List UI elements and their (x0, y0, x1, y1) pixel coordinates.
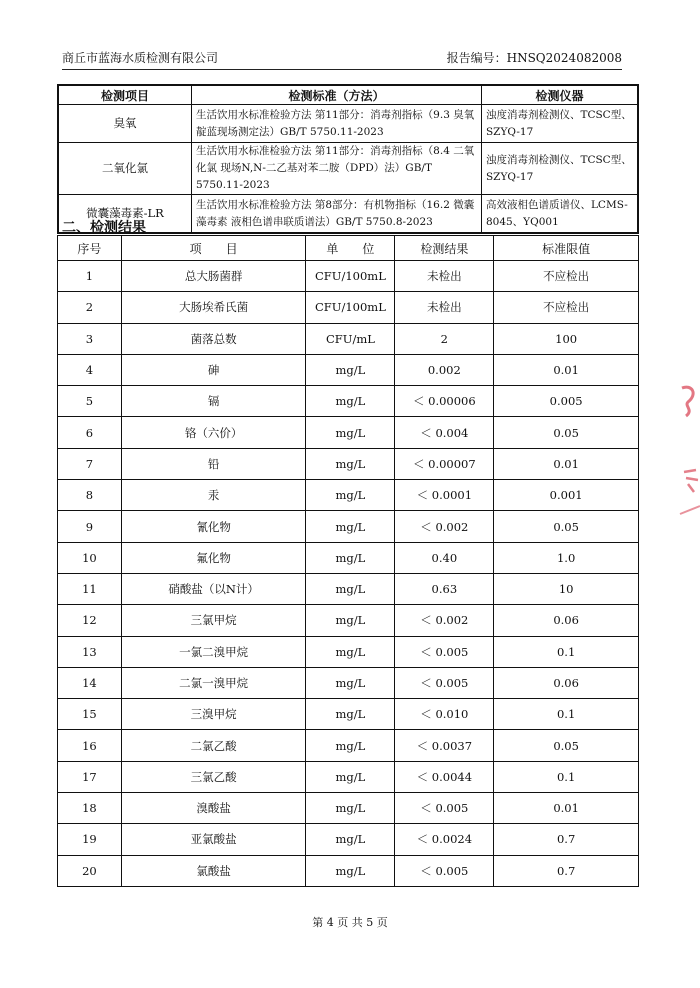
result-unit: mg/L (306, 417, 395, 448)
result-limit: 0.01 (494, 793, 639, 824)
method-item: 二氧化氯 (58, 143, 191, 195)
result-row (58, 386, 639, 417)
result-unit: mg/L (306, 354, 395, 385)
result-item: 硝酸盐（以N计） (121, 573, 306, 604)
result-unit: mg/L (306, 761, 395, 792)
result-limit: 0.06 (494, 605, 639, 636)
result-item: 二氯一溴甲烷 (121, 667, 306, 698)
result-item: 三氯甲烷 (121, 605, 306, 636)
result-unit: mg/L (306, 480, 395, 511)
results-header-row (58, 236, 639, 261)
result-row (58, 292, 639, 323)
result-row (58, 261, 639, 292)
result-no: 9 (58, 511, 122, 542)
result-no: 4 (58, 354, 122, 385)
result-unit: mg/L (306, 730, 395, 761)
result-value: ＜ 0.00006 (395, 386, 494, 417)
result-unit: mg/L (306, 573, 395, 604)
result-value: ＜ 0.005 (395, 793, 494, 824)
result-row (58, 354, 639, 385)
company-name: 商丘市蓝海水质检测有限公司 (62, 51, 219, 65)
result-limit: 0.7 (494, 855, 639, 886)
result-row (58, 480, 639, 511)
result-no: 5 (58, 386, 122, 417)
result-value: 0.002 (395, 354, 494, 385)
result-row (58, 511, 639, 542)
result-value: 0.63 (395, 573, 494, 604)
result-item: 一氯二溴甲烷 (121, 636, 306, 667)
result-no: 12 (58, 605, 122, 636)
result-item: 菌落总数 (121, 323, 306, 354)
result-item: 大肠埃希氏菌 (121, 292, 306, 323)
result-limit: 0.1 (494, 761, 639, 792)
stamp-mark-3 (680, 506, 700, 514)
result-row (58, 417, 639, 448)
result-item: 汞 (121, 480, 306, 511)
result-item: 铬（六价） (121, 417, 306, 448)
result-value: ＜ 0.002 (395, 511, 494, 542)
result-item: 二氯乙酸 (121, 730, 306, 761)
result-row (58, 573, 639, 604)
result-limit: 不应检出 (494, 292, 639, 323)
result-value: ＜ 0.004 (395, 417, 494, 448)
method-item: 微囊藻毒素-LR (58, 195, 191, 234)
results-col-limit: 标准限值 (494, 236, 639, 261)
result-item: 氟化物 (121, 542, 306, 573)
result-value: 0.40 (395, 542, 494, 573)
result-limit: 0.1 (494, 699, 639, 730)
method-standard: 生活饮用水标准检验方法 第11部分：消毒剂指标（9.3 臭氧 靛蓝现场测定法）GB/T 5750.11-2023 (191, 105, 481, 143)
result-limit: 0.05 (494, 730, 639, 761)
result-item: 溴酸盐 (121, 793, 306, 824)
result-row (58, 793, 639, 824)
result-no: 2 (58, 292, 122, 323)
result-limit: 10 (494, 573, 639, 604)
result-value: 未检出 (395, 261, 494, 292)
result-row (58, 824, 639, 855)
result-unit: mg/L (306, 511, 395, 542)
page-footer: 第 4 页 共 5 页 (312, 916, 388, 929)
result-unit: mg/L (306, 636, 395, 667)
result-no: 20 (58, 855, 122, 886)
result-item: 砷 (121, 354, 306, 385)
result-item: 三溴甲烷 (121, 699, 306, 730)
results-col-result: 检测结果 (395, 236, 494, 261)
method-row (58, 143, 638, 195)
stamp-mark-2 (684, 470, 698, 492)
result-limit: 0.05 (494, 511, 639, 542)
result-no: 18 (58, 793, 122, 824)
result-item: 氰化物 (121, 511, 306, 542)
method-col-instrument: 检测仪器 (481, 85, 638, 105)
result-no: 15 (58, 699, 122, 730)
result-row (58, 605, 639, 636)
results-section-title: 二、检测结果 (62, 220, 146, 236)
method-header-row (58, 85, 638, 105)
result-value: ＜ 0.005 (395, 855, 494, 886)
result-item: 亚氯酸盐 (121, 824, 306, 855)
method-standard: 生活饮用水标准检验方法 第8部分：有机物指标（16.2 微囊藻毒素 液相色谱串联质谱法）GB/T 5750.8-2023 (191, 195, 481, 234)
result-limit: 0.05 (494, 417, 639, 448)
result-unit: mg/L (306, 824, 395, 855)
result-no: 1 (58, 261, 122, 292)
result-item: 镉 (121, 386, 306, 417)
result-item: 铅 (121, 448, 306, 479)
result-limit: 0.7 (494, 824, 639, 855)
result-limit: 100 (494, 323, 639, 354)
result-limit: 0.1 (494, 636, 639, 667)
result-unit: mg/L (306, 542, 395, 573)
result-row (58, 761, 639, 792)
result-value: ＜ 0.005 (395, 667, 494, 698)
page-header (62, 49, 622, 70)
result-row (58, 730, 639, 761)
result-value: ＜ 0.0001 (395, 480, 494, 511)
result-unit: CFU/100mL (306, 261, 395, 292)
result-limit: 不应检出 (494, 261, 639, 292)
result-no: 8 (58, 480, 122, 511)
result-row (58, 636, 639, 667)
method-instrument: 浊度消毒剂检测仪、TCSC型、SZYQ-17 (481, 105, 638, 143)
result-value: ＜ 0.0024 (395, 824, 494, 855)
result-unit: mg/L (306, 605, 395, 636)
result-no: 10 (58, 542, 122, 573)
result-limit: 0.01 (494, 354, 639, 385)
result-unit: mg/L (306, 855, 395, 886)
report-number: 报告编号：HNSQ2024082008 (446, 51, 622, 65)
result-limit: 0.005 (494, 386, 639, 417)
method-col-standard: 检测标准（方法） (191, 85, 481, 105)
method-standard: 生活饮用水标准检验方法 第11部分：消毒剂指标（8.4 二氧化氯 现场N,N-二乙基对苯二胺（DPD）法）GB/T 5750.11-2023 (191, 143, 481, 195)
result-no: 13 (58, 636, 122, 667)
result-no: 16 (58, 730, 122, 761)
result-row (58, 542, 639, 573)
method-col-item: 检测项目 (58, 85, 191, 105)
result-no: 19 (58, 824, 122, 855)
result-value: ＜ 0.0044 (395, 761, 494, 792)
result-unit: mg/L (306, 699, 395, 730)
result-no: 3 (58, 323, 122, 354)
method-item: 臭氧 (58, 105, 191, 143)
result-limit: 0.06 (494, 667, 639, 698)
result-limit: 0.001 (494, 480, 639, 511)
result-value: 未检出 (395, 292, 494, 323)
result-value: ＜ 0.002 (395, 605, 494, 636)
result-no: 7 (58, 448, 122, 479)
results-table (57, 235, 639, 887)
result-unit: CFU/mL (306, 323, 395, 354)
result-value: 2 (395, 323, 494, 354)
result-unit: CFU/100mL (306, 292, 395, 323)
results-col-no: 序号 (58, 236, 122, 261)
result-unit: mg/L (306, 793, 395, 824)
result-item: 总大肠菌群 (121, 261, 306, 292)
result-item: 三氯乙酸 (121, 761, 306, 792)
results-col-item: 项 目 (121, 236, 306, 261)
result-no: 6 (58, 417, 122, 448)
red-stamp-edge (674, 380, 700, 520)
method-row (58, 105, 638, 143)
method-instrument: 高效液相色谱质谱仪、LCMS-8045、YQ001 (481, 195, 638, 234)
result-item: 氯酸盐 (121, 855, 306, 886)
method-instrument: 浊度消毒剂检测仪、TCSC型、SZYQ-17 (481, 143, 638, 195)
result-limit: 0.01 (494, 448, 639, 479)
result-no: 11 (58, 573, 122, 604)
result-row (58, 448, 639, 479)
stamp-mark-1 (682, 387, 693, 416)
result-no: 14 (58, 667, 122, 698)
result-value: ＜ 0.005 (395, 636, 494, 667)
results-col-unit: 单 位 (306, 236, 395, 261)
result-unit: mg/L (306, 386, 395, 417)
result-no: 17 (58, 761, 122, 792)
result-value: ＜ 0.00007 (395, 448, 494, 479)
result-row (58, 855, 639, 886)
result-row (58, 323, 639, 354)
result-value: ＜ 0.010 (395, 699, 494, 730)
result-row (58, 667, 639, 698)
result-value: ＜ 0.0037 (395, 730, 494, 761)
method-table (57, 84, 639, 234)
result-unit: mg/L (306, 667, 395, 698)
result-limit: 1.0 (494, 542, 639, 573)
result-row (58, 699, 639, 730)
result-unit: mg/L (306, 448, 395, 479)
